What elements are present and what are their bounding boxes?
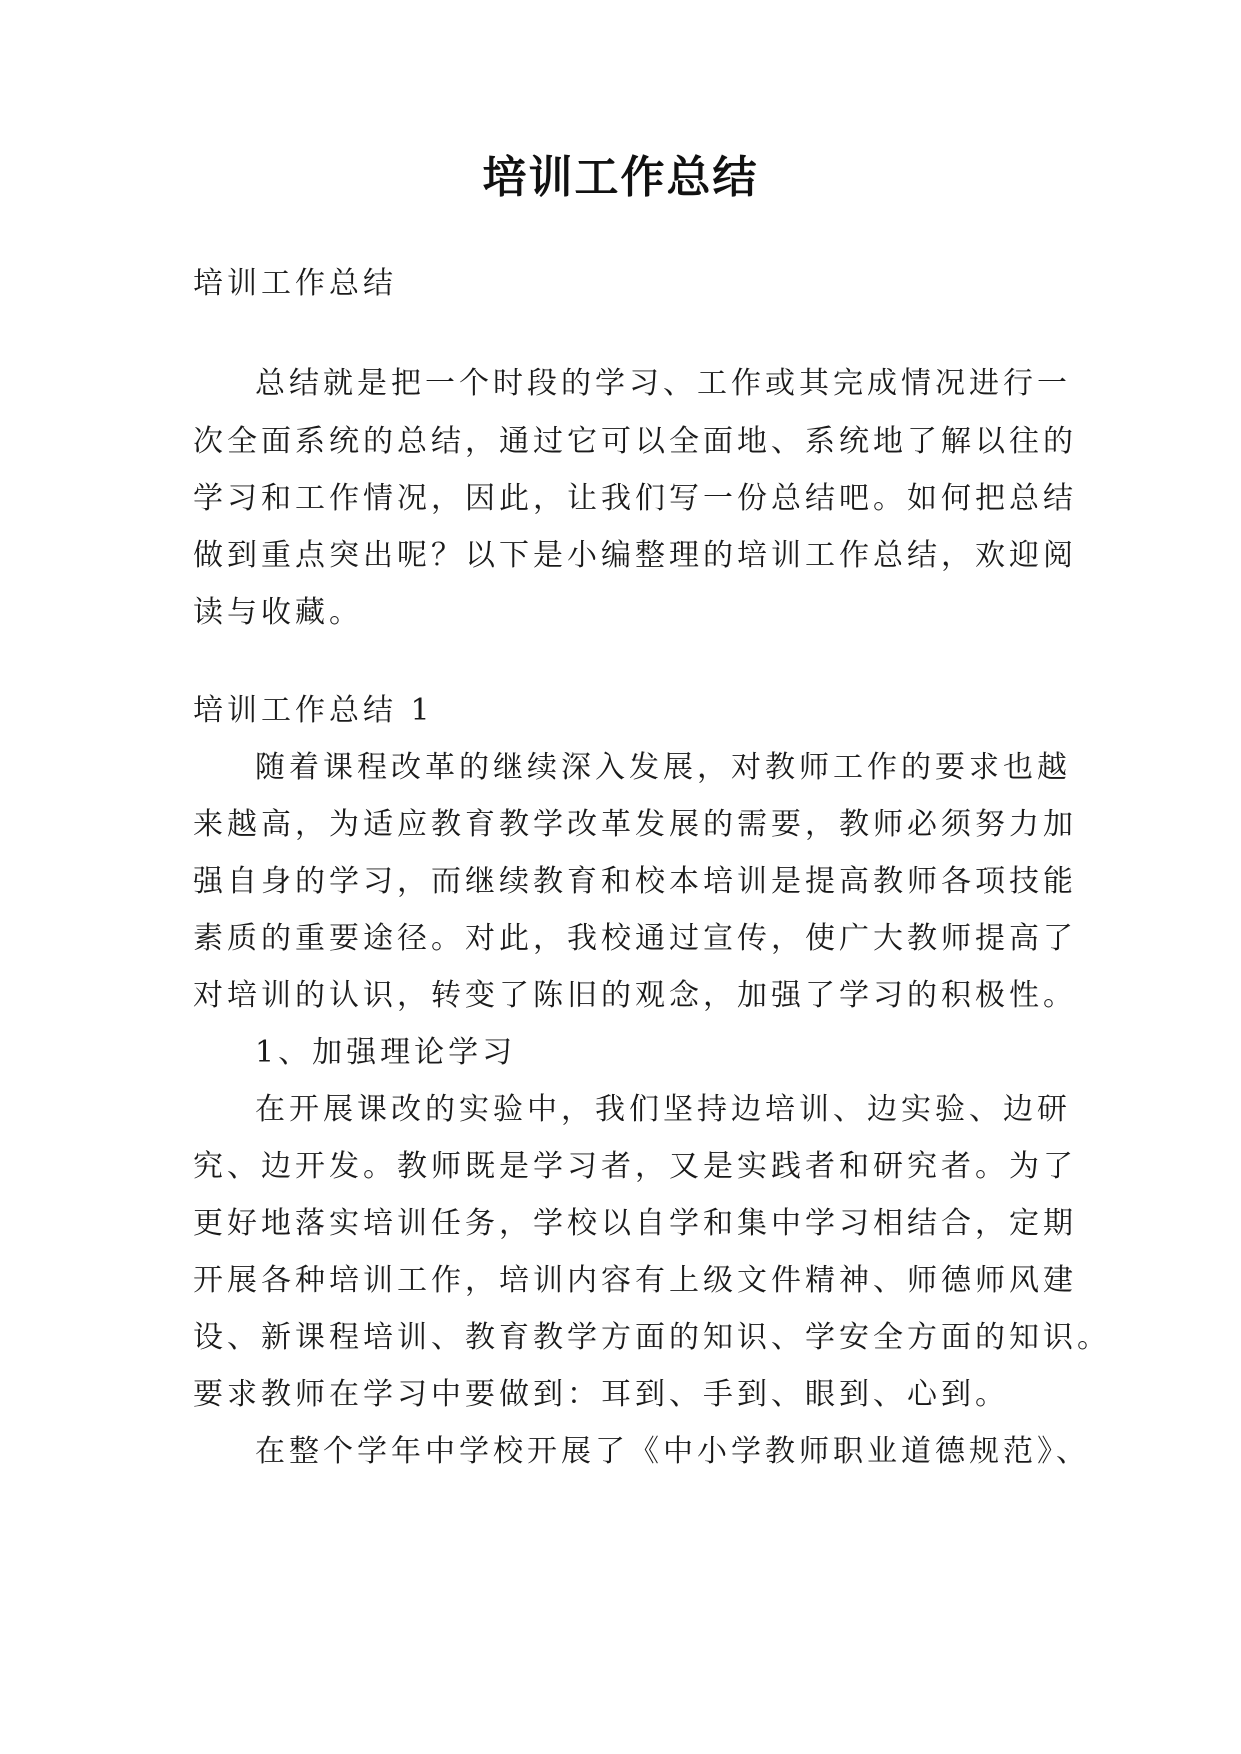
intro-line: 读与收藏。 xyxy=(193,595,363,630)
document-title: 培训工作总结 xyxy=(482,152,759,203)
paragraph-line: 素质的重要途径。对此，我校通过宣传，使广大教师提高了 xyxy=(193,921,1077,956)
intro-line: 学习和工作情况，因此，让我们写一份总结吧。如何把总结 xyxy=(193,481,1077,516)
intro-line: 次全面系统的总结，通过它可以全面地、系统地了解以往的 xyxy=(193,424,1077,459)
paragraph-line: 开展各种培训工作，培训内容有上级文件精神、师德师风建 xyxy=(193,1263,1077,1298)
intro-line: 总结就是把一个时段的学习、工作或其完成情况进行一 xyxy=(255,366,1071,401)
section-heading: 培训工作总结 1 xyxy=(193,693,434,728)
paragraph-line: 来越高，为适应教育教学改革发展的需要，教师必须努力加 xyxy=(193,807,1077,842)
paragraph-line: 究、边开发。教师既是学习者，又是实践者和研究者。为了 xyxy=(193,1149,1077,1184)
paragraph-line: 在开展课改的实验中，我们坚持边培训、边实验、边研 xyxy=(255,1092,1071,1127)
paragraph-line: 要求教师在学习中要做到：耳到、手到、眼到、心到。 xyxy=(193,1377,1009,1412)
paragraph-line: 在整个学年中学校开展了《中小学教师职业道德规范》、 xyxy=(255,1434,1090,1469)
paragraph-line: 强自身的学习，而继续教育和校本培训是提高教师各项技能 xyxy=(193,864,1077,899)
paragraph-line: 设、新课程培训、教育教学方面的知识、学安全方面的知识。 xyxy=(193,1320,1111,1355)
item-heading: 1、加强理论学习 xyxy=(255,1035,517,1070)
paragraph-line: 更好地落实培训任务，学校以自学和集中学习相结合，定期 xyxy=(193,1206,1077,1241)
paragraph-line: 对培训的认识，转变了陈旧的观念，加强了学习的积极性。 xyxy=(193,978,1077,1013)
paragraph-line: 随着课程改革的继续深入发展，对教师工作的要求也越 xyxy=(255,750,1071,785)
document-subtitle: 培训工作总结 xyxy=(193,266,397,301)
intro-line: 做到重点突出呢？以下是小编整理的培训工作总结，欢迎阅 xyxy=(193,538,1077,573)
